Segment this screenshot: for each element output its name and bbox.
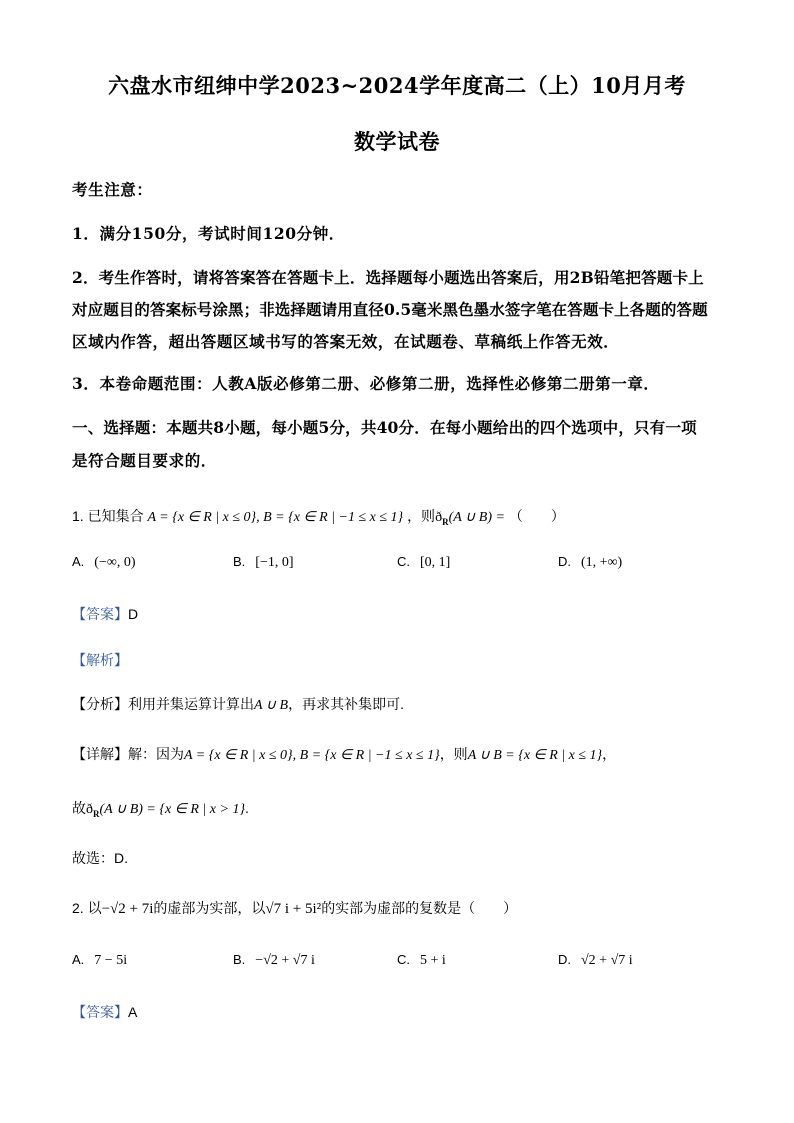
q1-detail: [72, 744, 616, 764]
detail-text-3: ，: [602, 746, 617, 762]
exam-title: 六盘水市纽绅中学2023~2024学年度高二（上）10月月考: [108, 73, 686, 98]
question-1-set-b: B = {x ∈ R | −1 ≤ x ≤ 1}: [263, 510, 404, 525]
q1-option-c: [397, 554, 450, 571]
detail-math-2: A ∪ B = {x ∈ R | x ≤ 1}: [467, 748, 603, 763]
answer-tag: 【答案】: [72, 1004, 128, 1020]
answer-value: D: [128, 606, 139, 622]
notice-heading: 考生注意：: [72, 180, 153, 199]
complement-subscript: R: [442, 516, 449, 527]
detail-math-1: A = {x ∈ R | x ≤ 0}, B = {x ∈ R | −1 ≤ x ≤ 1}: [184, 748, 440, 763]
q2-option-c: [397, 952, 446, 969]
q1-conclusion: [72, 798, 249, 819]
q1-option-c-label: C.: [397, 554, 410, 569]
conclusion-subscript: R: [93, 808, 100, 819]
q2-option-c-value: 5 + i: [420, 953, 446, 968]
q2-option-b-value: −√2 + √7 i: [255, 953, 315, 968]
question-1-comma: ,: [256, 510, 264, 525]
fenxi-math: A ∪ B: [254, 698, 289, 713]
q1-fenxi: [72, 694, 404, 714]
question-1-set-a: A = {x ∈ R | x ≤ 0}: [147, 510, 257, 525]
notice-item-2-line-2: 对应题目的答案标号涂黑；非选择题请用直径0.5毫米黑色墨水签字笔在答题卡上各题的答题: [72, 300, 708, 319]
q1-choose: 故选：D.: [72, 850, 128, 866]
question-2: [72, 898, 517, 918]
section-1-line-1: 一、选择题：本题共8小题，每小题5分，共40分．在每小题给出的四个选项中，只有一项: [72, 418, 697, 437]
q1-option-d-value: (1, +∞): [581, 555, 623, 570]
q2-option-a-value: 7 − 5i: [94, 953, 128, 968]
q2-option-b: [233, 952, 315, 969]
question-1-mid: ，则: [407, 508, 436, 524]
fenxi-text-2: ，再求其补集即可.: [288, 696, 404, 712]
detail-text-1: 解：因为: [128, 746, 184, 762]
detail-tag: 【详解】: [72, 746, 128, 762]
q1-option-d: [558, 554, 622, 571]
notice-item-2-line-3: 区域内作答，超出答题区域书写的答案无效，在试题卷、草稿纸上作答无效．: [72, 332, 620, 351]
question-2-prefix: 2. 以: [72, 900, 102, 916]
conclusion-complement-symbol: ð: [86, 802, 93, 817]
q1-option-a-label: A.: [72, 554, 85, 569]
notice-item-3: 3．本卷命题范围：人教A版必修第二册、必修第二册，选择性必修第二册第一章．: [72, 374, 660, 393]
conclusion-text: 故: [72, 800, 86, 816]
conclusion-math: (A ∪ B) = {x ∈ R | x > 1}: [99, 802, 246, 817]
q2-option-d-label: D.: [558, 952, 571, 967]
question-2-text-1: 的虚部为实部，以: [153, 900, 266, 916]
q1-option-a: [72, 554, 136, 571]
answer-tag: 【答案】: [72, 606, 128, 622]
detail-text-2: ，则: [439, 746, 468, 762]
q1-option-d-label: D.: [558, 554, 571, 569]
complement-symbol: ð: [435, 510, 443, 525]
q1-option-b: [233, 554, 294, 571]
q2-answer: [72, 1002, 137, 1022]
analysis-tag: 【解析】: [72, 652, 128, 668]
section-1-line-2: 是符合题目要求的．: [72, 451, 217, 470]
question-1-paren: （ ）: [508, 508, 565, 524]
question-2-math-2: √7 i + 5i²: [265, 901, 322, 917]
q1-option-b-label: B.: [233, 554, 246, 569]
question-2-math-1: −√2 + 7i: [101, 901, 154, 917]
question-1: [72, 506, 565, 527]
q1-answer: [72, 604, 138, 624]
q1-analysis-tag: [72, 650, 128, 670]
q1-option-c-value: [0, 1]: [420, 555, 451, 570]
question-2-text-2: 的实部为虚部的复数是（ ）: [321, 900, 518, 916]
q1-option-b-value: [−1, 0]: [255, 555, 294, 570]
q2-option-a-label: A.: [72, 952, 85, 967]
exam-subtitle: 数学试卷: [354, 129, 440, 154]
notice-item-1: 1．满分150分，考试时间120分钟．: [72, 224, 345, 243]
q2-option-b-label: B.: [233, 952, 246, 967]
q1-option-a-value: (−∞, 0): [94, 555, 136, 570]
question-1-expr: (A ∪ B) =: [448, 510, 505, 525]
notice-item-2-line-1: 2．考生作答时，请将答案答在答题卡上．选择题每小题选出答案后，用2B铅笔把答题卡上: [72, 268, 704, 287]
answer-value: A: [128, 1004, 138, 1020]
conclusion-end: .: [245, 800, 249, 816]
q2-option-c-label: C.: [397, 952, 410, 967]
fenxi-tag: 【分析】: [72, 696, 128, 712]
q2-option-d: [558, 952, 633, 969]
fenxi-text-1: 利用并集运算计算出: [128, 696, 254, 712]
q2-option-d-value: √2 + √7 i: [581, 953, 633, 968]
question-1-prefix: 1. 已知集合: [72, 508, 144, 524]
q2-option-a: [72, 952, 127, 969]
